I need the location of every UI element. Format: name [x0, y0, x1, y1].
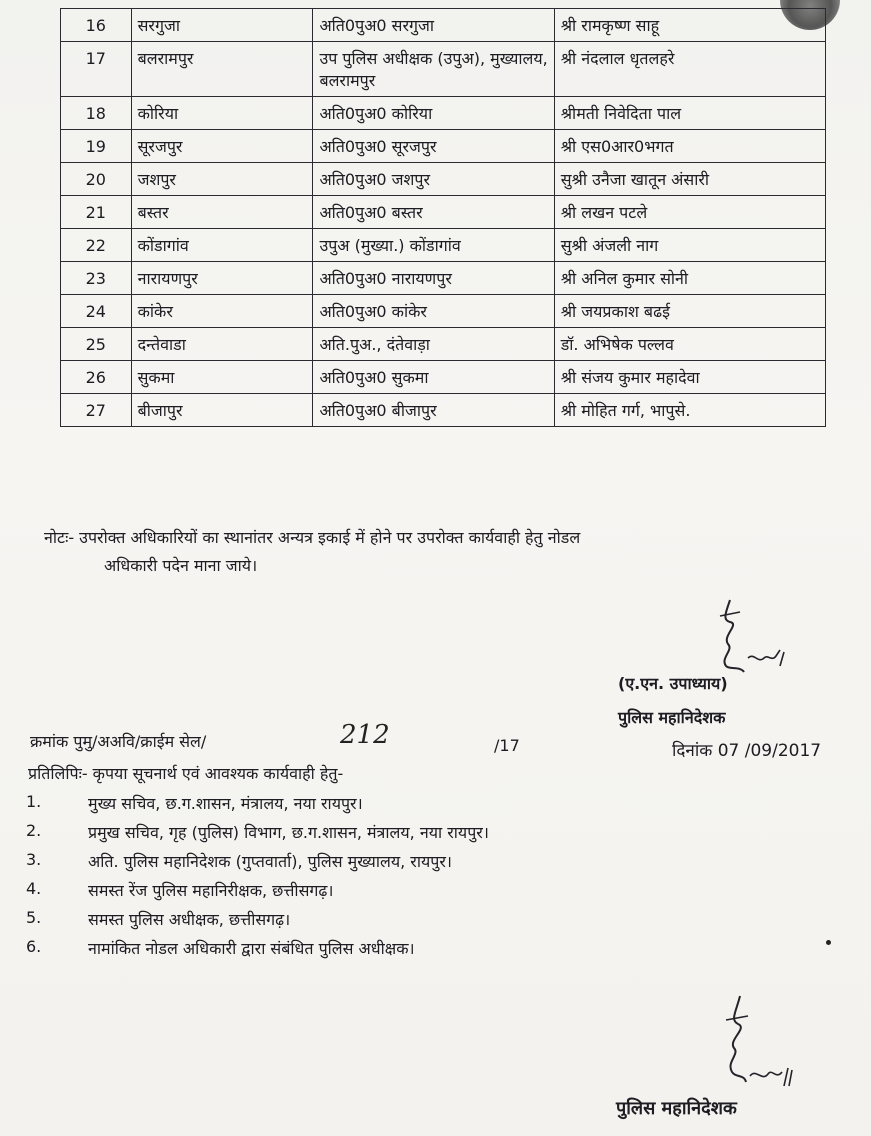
- list-number: 2.: [26, 821, 42, 840]
- row-number: 24: [61, 295, 132, 328]
- table-row: [61, 130, 826, 163]
- list-item: [10, 908, 770, 937]
- signatory-name: (ए.एन. उपाध्याय): [618, 674, 728, 693]
- row-number: 23: [61, 262, 132, 295]
- district-cell: सरगुजा: [131, 9, 313, 42]
- list-number: 4.: [26, 879, 42, 898]
- table-row: [61, 328, 826, 361]
- district-cell: सूरजपुर: [131, 130, 313, 163]
- district-cell: सुकमा: [131, 361, 313, 394]
- nodal-officers-table: [60, 8, 826, 427]
- table-row: [61, 97, 826, 130]
- post-cell: अति.पुअ., दंतेवाड़ा: [313, 328, 554, 361]
- officer-name-cell: सुश्री अंजली नाग: [554, 229, 825, 262]
- post-cell: अति0पुअ0 बस्तर: [313, 196, 554, 229]
- list-number: 3.: [26, 850, 42, 869]
- officer-name-cell: श्री नंदलाल धृतलहरे: [554, 42, 825, 97]
- list-item: [10, 792, 770, 821]
- reference-year: /17: [494, 736, 520, 755]
- handwritten-signature-2: [700, 990, 810, 1110]
- table-row: [61, 262, 826, 295]
- officer-name-cell: श्री रामकृष्ण साहू: [554, 9, 825, 42]
- district-cell: नारायणपुर: [131, 262, 313, 295]
- row-number: 18: [61, 97, 132, 130]
- row-number: 20: [61, 163, 132, 196]
- district-cell: कोंडागांव: [131, 229, 313, 262]
- post-cell: अति0पुअ0 बीजापुर: [313, 394, 554, 427]
- district-cell: बलरामपुर: [131, 42, 313, 97]
- row-number: 25: [61, 328, 132, 361]
- post-cell: उपुअ (मुख्या.) कोंडागांव: [313, 229, 554, 262]
- officer-name-cell: श्री एस0आर0भगत: [554, 130, 825, 163]
- post-cell: अति0पुअ0 सरगुजा: [313, 9, 554, 42]
- table-row: [61, 229, 826, 262]
- post-cell: अति0पुअ0 कांकेर: [313, 295, 554, 328]
- note-line-2: अधिकारी पदेन माना जाये।: [104, 556, 258, 575]
- footer-designation: पुलिस महानिदेशक: [616, 1098, 737, 1119]
- table-row: [61, 295, 826, 328]
- list-item: [10, 850, 770, 879]
- copy-to-list: [10, 792, 770, 966]
- table-row: [61, 394, 826, 427]
- district-cell: कोरिया: [131, 97, 313, 130]
- ink-dot: [826, 940, 831, 945]
- issue-date: दिनांक 07 /09/2017: [672, 741, 822, 761]
- post-cell: अति0पुअ0 सूरजपुर: [313, 130, 554, 163]
- list-text: प्रमुख सचिव, गृह (पुलिस) विभाग, छ.ग.शासन, मंत्रालय, नया रायपुर।: [88, 823, 489, 842]
- post-cell: अति0पुअ0 सुकमा: [313, 361, 554, 394]
- table-row: [61, 361, 826, 394]
- list-number: 1.: [26, 792, 42, 811]
- list-text: अति. पुलिस महानिदेशक (गुप्तवार्ता), पुलिस मुख्यालय, रायपुर।: [88, 852, 452, 871]
- reference-prefix: क्रमांक पुमु/अअवि/क्राईम सेल/: [30, 732, 207, 751]
- note-paragraph: [44, 524, 864, 580]
- row-number: 22: [61, 229, 132, 262]
- post-cell: अति0पुअ0 जशपुर: [313, 163, 554, 196]
- note-line-1: नोटः- उपरोक्त अधिकारियों का स्थानांतर अन्यत्र इकाई में होने पर उपरोक्त कार्यवाही हेतु नोडल: [44, 528, 581, 547]
- district-cell: बस्तर: [131, 196, 313, 229]
- officer-name-cell: श्रीमती निवेदिता पाल: [554, 97, 825, 130]
- officer-name-cell: श्री अनिल कुमार सोनी: [554, 262, 825, 295]
- list-number: 5.: [26, 908, 42, 927]
- table-row: [61, 196, 826, 229]
- list-item: [10, 821, 770, 850]
- officer-name-cell: डॉ. अभिषेक पल्लव: [554, 328, 825, 361]
- list-text: समस्त पुलिस अधीक्षक, छत्तीसगढ़।: [88, 910, 291, 929]
- handwritten-signature-1: [700, 592, 800, 682]
- list-text: नामांकित नोडल अधिकारी द्वारा संबंधित पुलिस अधीक्षक।: [88, 939, 415, 958]
- district-cell: कांकेर: [131, 295, 313, 328]
- table-row: [61, 42, 826, 97]
- row-number: 26: [61, 361, 132, 394]
- district-cell: जशपुर: [131, 163, 313, 196]
- row-number: 17: [61, 42, 132, 97]
- row-number: 27: [61, 394, 132, 427]
- table-row: [61, 9, 826, 42]
- row-number: 21: [61, 196, 132, 229]
- district-cell: बीजापुर: [131, 394, 313, 427]
- table-row: [61, 163, 826, 196]
- officer-name-cell: सुश्री उनैजा खातून अंसारी: [554, 163, 825, 196]
- post-cell: अति0पुअ0 कोरिया: [313, 97, 554, 130]
- list-item: [10, 879, 770, 908]
- district-cell: दन्तेवाडा: [131, 328, 313, 361]
- list-text: मुख्य सचिव, छ.ग.शासन, मंत्रालय, नया रायपुर।: [88, 794, 363, 813]
- officer-name-cell: श्री संजय कुमार महादेवा: [554, 361, 825, 394]
- row-number: 16: [61, 9, 132, 42]
- post-cell: उप पुलिस अधीक्षक (उपुअ), मुख्यालय, बलरामपुर: [313, 42, 554, 97]
- signatory-designation: पुलिस महानिदेशक: [618, 708, 726, 727]
- post-cell: अति0पुअ0 नारायणपुर: [313, 262, 554, 295]
- copy-to-heading: प्रतिलिपिः- कृपया सूचनार्थ एवं आवश्यक कार्यवाही हेतु-: [28, 764, 344, 783]
- list-text: समस्त रेंज पुलिस महानिरीक्षक, छत्तीसगढ़।: [88, 881, 334, 900]
- officer-name-cell: श्री लखन पटले: [554, 196, 825, 229]
- table-body: [61, 9, 826, 427]
- list-number: 6.: [26, 937, 42, 956]
- list-item: [10, 937, 770, 966]
- reference-number: 212: [340, 720, 390, 750]
- row-number: 19: [61, 130, 132, 163]
- officer-name-cell: श्री मोहित गर्ग, भापुसे.: [554, 394, 825, 427]
- officer-name-cell: श्री जयप्रकाश बढई: [554, 295, 825, 328]
